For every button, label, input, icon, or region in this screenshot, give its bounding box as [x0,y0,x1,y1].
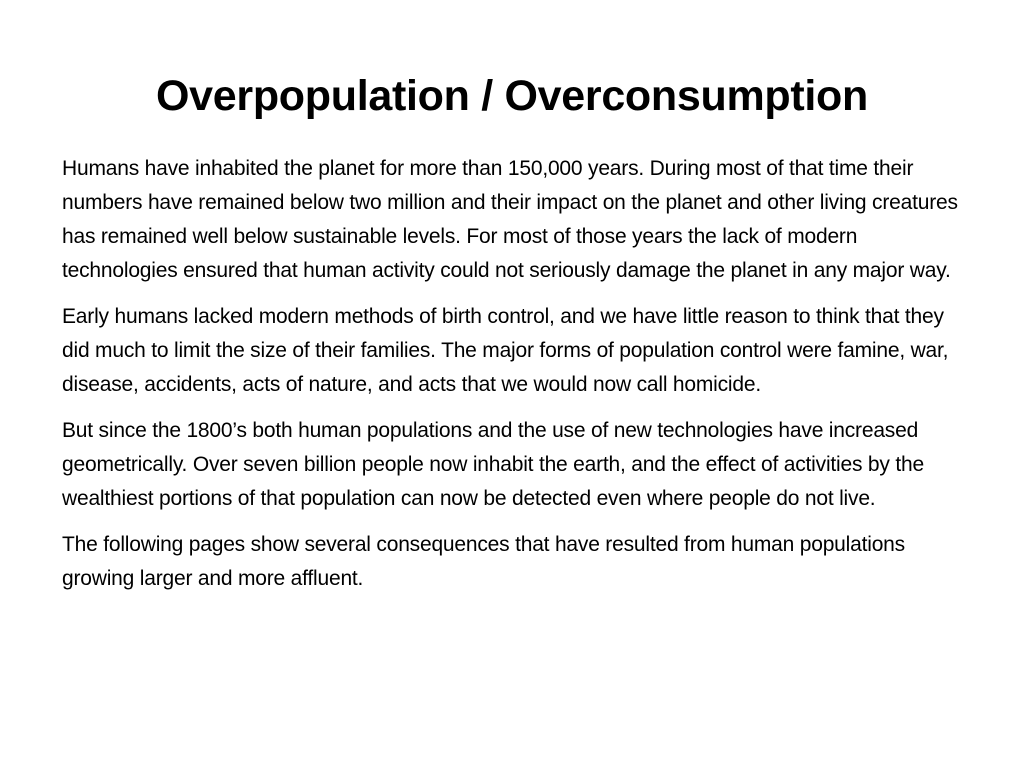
slide-body [62,152,972,608]
slide-title: Overpopulation / Overconsumption [156,72,868,120]
body-paragraph-4: The following pages show several consequences that have resulted from human populations growing larger and more affluent. [62,533,905,590]
body-paragraph-2: Early humans lacked modern methods of birth control, and we have little reason to think that they did much to limit the size of their families. The major forms of population control were famine, war, disease, accidents, acts of nature, and acts that we would now call homicide. [62,305,949,396]
body-paragraph-1: Humans have inhabited the planet for more than 150,000 years. During most of that time their numbers have remained below two million and their impact on the planet and other living creatures has remained well below sustainable levels. For most of those years the lack of modern technologies ensured that human activity could not seriously damage the planet in any major way. [62,157,958,282]
body-paragraph-3: But since the 1800’s both human populations and the use of new technologies have increased geometrically. Over seven billion people now inhabit the earth, and the effect of activities by the wealthiest portions of that population can now be detected even where people do not live. [62,419,924,510]
